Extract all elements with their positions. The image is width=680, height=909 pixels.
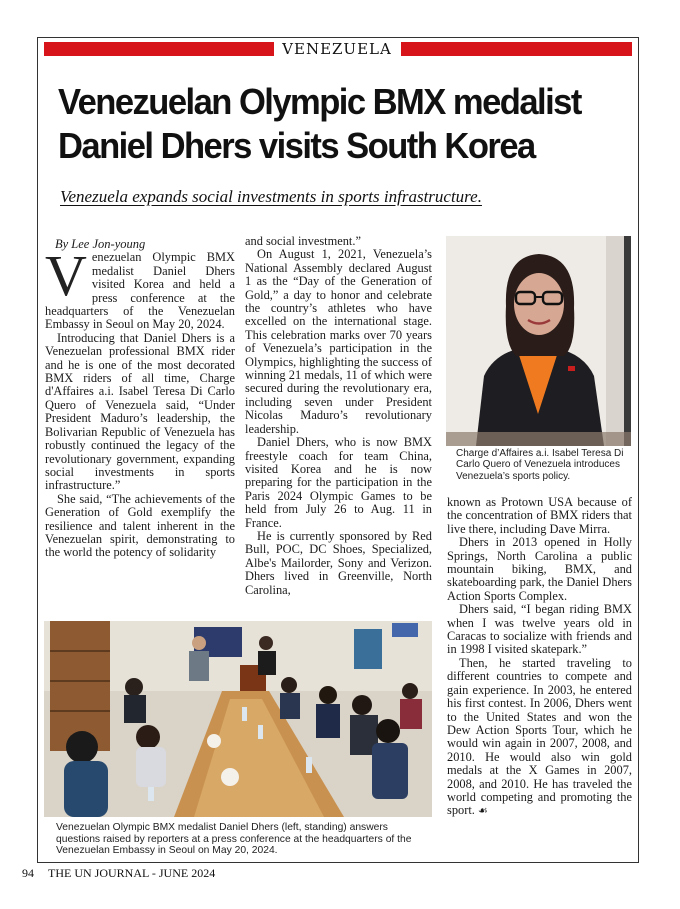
press-conference-illustration xyxy=(44,621,432,817)
byline: By Lee Jon-young xyxy=(55,237,146,251)
paragraph: On August 1, 2021, Venezuela’s National Assembly declared August 1 as the “Day of the Generation of Gold,” a day to honor and celebrate the country’s athletes who have excelled on the international stage. This celebration marks over 70 years of Venezuela’s participation in the Olympics, highlighting the success of winning 21 medals, 11 of which were secured during the revolutionary era, including seven under President Nicolas Maduro’s revolutionary leadership. xyxy=(245,247,432,436)
paragraph: Dhers in 2013 opened in Holly Springs, North Carolina a public mountain biking, BMX, and skateboarding park, the Daniel Dhers Action Sports Complex. xyxy=(447,535,632,603)
subheadline: Venezuela expands social investments in sports infrastructure. xyxy=(60,187,482,206)
paragraph: She said, “The achievements of the Generation of Gold exemplify the resilience and talent inherent in the Venezuelan spirit, demonstrating to the world the potency of solidarity xyxy=(45,491,235,560)
paragraph: Introducing that Daniel Dhers is a Venezuelan professional BMX rider and he is one of the most decorated BMX riders of all time, Charge d'Affaires a.i. Isabel Teresa Di Carlo Quero of Venezuela said, “Under President Maduro’s leadership, the Bolivarian Republic of Venezuela has robustly continued the legacy of the revolutionary government, expanding social investments in sports infrastructure.” xyxy=(45,330,235,493)
paragraph: Dhers said, “I began riding BMX when I was twelve years old in Caracas to socialize with friends and in 1998 I visited skatepark.” xyxy=(447,602,632,657)
end-mark-icon: ☙ xyxy=(477,804,488,818)
press-conference-photo xyxy=(44,621,432,817)
headline-line1: Venezuelan Olympic BMX medalist xyxy=(58,81,581,122)
conference-caption: Venezuelan Olympic BMX medalist Daniel Dhers (left, standing) answers questions raised by reporters at a press conference at the headquarters of the Venezuelan Embassy in Seoul on May 20, 2024. xyxy=(56,822,412,857)
page-number: 94 xyxy=(22,866,34,880)
paragraph: known as Protown USA because of the concentration of BMX riders that live there, including Dave Mirra. xyxy=(447,495,632,536)
headline-line2: Daniel Dhers visits South Korea xyxy=(58,125,535,166)
section-bar-left xyxy=(44,42,274,56)
paragraph: He is currently sponsored by Red Bull, POC, DC Shoes, Specialized, Albe's Mailorder, Sony and Verizon. Dhers lived in Greenville, North Carolina, xyxy=(245,528,432,597)
portrait-photo xyxy=(446,236,631,446)
publication-name: THE UN JOURNAL - JUNE 2024 xyxy=(48,866,216,880)
headline xyxy=(58,80,615,168)
article-column-2 xyxy=(245,235,432,597)
section-bar-right xyxy=(401,42,632,56)
article-column-3 xyxy=(447,496,632,818)
section-label: VENEZUELA xyxy=(282,40,392,58)
article-column-1 xyxy=(45,238,235,560)
portrait-illustration xyxy=(446,236,631,446)
page-footer xyxy=(22,866,229,881)
drop-cap: V xyxy=(45,243,87,309)
paragraph: Daniel Dhers, who is now BMX freestyle coach for team China, visited Korea and he is now preparing for the participation in the Paris 2024 Olympic Games to be held from July 26 to Aug. 11 in France. xyxy=(245,435,432,530)
lead-paragraph: Venezuelan Olympic BMX medalist Daniel Dhers visited Korea and held a press conference at the headquarters of the Venezuelan Embassy in Seoul on May 20, 2024. xyxy=(45,243,235,332)
paragraph: Then, he started traveling to different countries to compete and gain experience. In 2003, he entered his first contest. In 2006, Dhers went to the United States and won the Dew Action Sports Tour, which he would win again in 2007, 2008, and 2010. He would also win gold medals at the X Games in 2007, 2008, and 2010. He has traveled the world competing and promoting the sport. ☙ xyxy=(447,655,632,818)
portrait-caption: Charge d’Affaires a.i. Isabel Teresa Di Carlo Quero of Venezuela introduces Venezuela’s sports policy. xyxy=(456,448,624,482)
paragraph: and social investment.” xyxy=(245,234,361,248)
